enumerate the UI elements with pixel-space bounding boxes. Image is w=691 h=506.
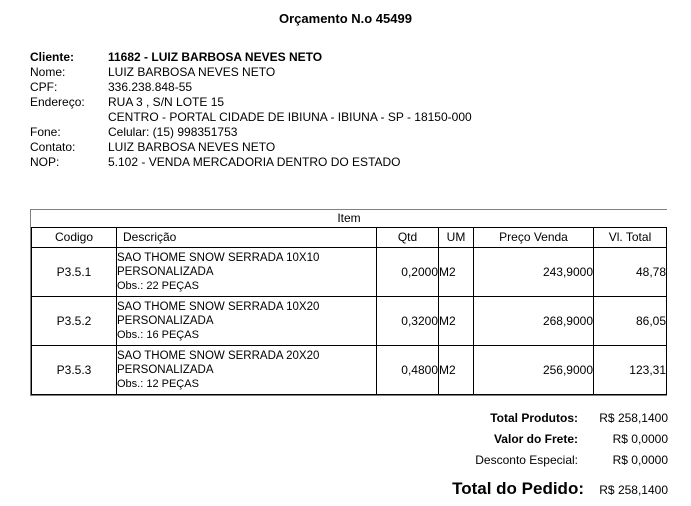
cell-preco-venda: 256,9000	[474, 346, 594, 395]
total-row-frete	[350, 432, 668, 453]
total-row-produtos	[350, 411, 668, 432]
client-label: Endereço:	[30, 95, 85, 109]
total-produtos-value: R$ 258,1400	[599, 411, 668, 425]
desc-line-2: PERSONALIZADA	[117, 315, 214, 327]
client-label: Contato:	[30, 140, 76, 154]
desc-obs: Obs.: 12 PEÇAS	[117, 378, 199, 390]
cell-preco-venda: 243,9000	[474, 248, 594, 297]
client-info-row	[30, 140, 590, 155]
client-info-row	[30, 110, 590, 125]
client-info-block	[30, 50, 590, 170]
cell-vl-total: 123,31	[594, 346, 667, 395]
items-table	[31, 210, 667, 395]
desc-line-2: PERSONALIZADA	[117, 364, 214, 376]
client-label: NOP:	[30, 155, 60, 169]
totals-block	[350, 411, 668, 505]
cell-um: M2	[439, 248, 474, 297]
cell-descricao	[117, 297, 377, 346]
client-label: Fone:	[30, 125, 61, 139]
table-group-header: Item	[32, 210, 667, 228]
total-row-pedido	[350, 479, 668, 505]
cell-um: M2	[439, 346, 474, 395]
desc-obs: Obs.: 22 PEÇAS	[117, 280, 199, 292]
items-table-container	[30, 209, 667, 396]
client-value: Celular: (15) 998351753	[108, 125, 238, 139]
cell-qtd: 0,2000	[377, 248, 439, 297]
table-header-row	[32, 228, 667, 248]
column-header-codigo: Codigo	[32, 228, 117, 248]
table-row	[32, 297, 667, 346]
desconto-especial-label: Desconto Especial:	[475, 453, 578, 467]
desc-line-1: SAO THOME SNOW SERRADA 20X20	[117, 350, 320, 362]
client-label: Nome:	[30, 65, 66, 79]
cell-qtd: 0,3200	[377, 297, 439, 346]
desc-line-1: SAO THOME SNOW SERRADA 10X20	[117, 301, 320, 313]
client-info-row	[30, 155, 590, 170]
total-pedido-label: Total do Pedido:	[452, 479, 584, 498]
cell-codigo: P3.5.1	[32, 248, 117, 297]
desc-obs: Obs.: 16 PEÇAS	[117, 329, 199, 341]
client-value: 11682 - LUIZ BARBOSA NEVES NETO	[108, 50, 323, 64]
client-value: LUIZ BARBOSA NEVES NETO	[108, 140, 276, 154]
cell-codigo: P3.5.3	[32, 346, 117, 395]
desc-line-2: PERSONALIZADA	[117, 266, 214, 278]
client-value: CENTRO - PORTAL CIDADE DE IBIUNA - IBIUNA - SP - 18150-000	[108, 110, 472, 124]
desc-line-1: SAO THOME SNOW SERRADA 10X10	[117, 252, 320, 264]
column-header-descricao: Descrição	[117, 228, 377, 248]
cell-qtd: 0,4800	[377, 346, 439, 395]
cell-descricao	[117, 248, 377, 297]
page-title: Orçamento N.o 45499	[279, 11, 412, 26]
client-info-row	[30, 125, 590, 140]
table-row	[32, 248, 667, 297]
valor-frete-label: Valor do Frete:	[493, 432, 578, 446]
valor-frete-value: R$ 0,0000	[612, 432, 668, 446]
client-info-row	[30, 50, 590, 65]
client-value: 5.102 - VENDA MERCADORIA DENTRO DO ESTADO	[108, 155, 401, 169]
client-value: LUIZ BARBOSA NEVES NETO	[108, 65, 276, 79]
cell-um: M2	[439, 297, 474, 346]
total-pedido-value: R$ 258,1400	[599, 483, 668, 497]
client-value: 336.238.848-55	[108, 80, 193, 94]
cell-descricao	[117, 346, 377, 395]
total-row-desconto	[350, 453, 668, 474]
table-row	[32, 346, 667, 395]
column-header-preco-venda: Preço Venda	[474, 228, 594, 248]
client-label: CPF:	[30, 80, 58, 94]
column-header-vl-total: Vl. Total	[594, 228, 667, 248]
client-info-row	[30, 80, 590, 95]
cell-codigo: P3.5.2	[32, 297, 117, 346]
column-header-um: UM	[439, 228, 474, 248]
cell-preco-venda: 268,9000	[474, 297, 594, 346]
total-produtos-label: Total Produtos:	[490, 411, 578, 425]
client-info-row	[30, 65, 590, 80]
client-value: RUA 3 , S/N LOTE 15	[108, 95, 225, 109]
desconto-especial-value: R$ 0,0000	[612, 453, 668, 467]
cell-vl-total: 86,05	[594, 297, 667, 346]
column-header-qtd: Qtd	[377, 228, 439, 248]
table-group-header-row	[32, 210, 667, 228]
client-info-row	[30, 95, 590, 110]
cell-vl-total: 48,78	[594, 248, 667, 297]
client-label: Cliente:	[30, 50, 75, 64]
